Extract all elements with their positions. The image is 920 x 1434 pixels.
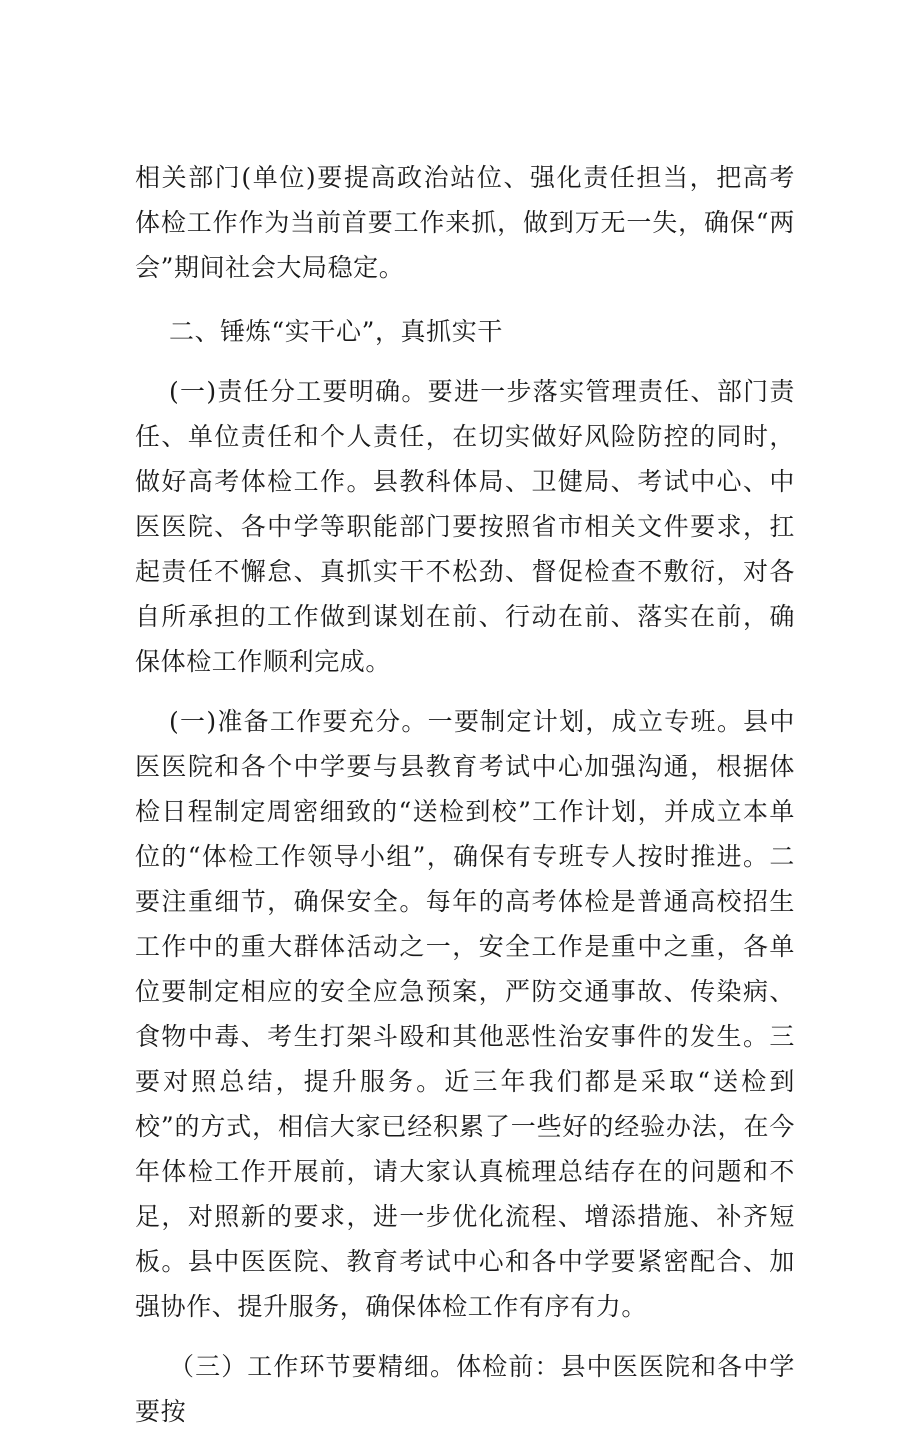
paragraph-work-steps: （三）工作环节要精细。体检前：县中医医院和各中学要按 [135,1352,795,1426]
document-body [135,155,795,1434]
paragraph-preparation: (一)准备工作要充分。一要制定计划，成立专班。县中医医院和各个中学要与县教育考试中心加强沟通，根据体检日程制定周密细致的“送检到校”工作计划，并成立本单位的“体检工作领导小组”，确保有专班专人按时推进。二要注重细节，确保安全。每年的高考体检是普通高校招生工作中的重大群体活动之一，安全工作是重中之重，各单位要制定相应的安全应急预案，严防交通事故、传染病、食物中毒、考生打架斗殴和其他恶性治安事件的发生。三要对照总结，提升服务。近三年我们都是采取“送检到校”的方式，相信大家已经积累了一些好的经验办法，在今年体检工作开展前，请大家认真梳理总结存在的问题和不足，对照新的要求，进一步优化流程、增添措施、补齐短板。县中医医院、教育考试中心和各中学要紧密配合、加强协作、提升服务，确保体检工作有序有力。 [135,707,795,1321]
paragraph-continuation: 相关部门(单位)要提高政治站位、强化责任担当，把高考体检工作作为当前首要工作来抓，做到万无一失，确保“两会”期间社会大局稳定。 [135,163,795,282]
section-heading: 二、锤炼“实干心”，真抓实干 [169,317,503,346]
paragraph-responsibility: (一)责任分工要明确。要进一步落实管理责任、部门责任、单位责任和个人责任，在切实做好风险防控的同时，做好高考体检工作。县教科体局、卫健局、考试中心、中医医院、各中学等职能部门要按照省市相关文件要求，扛起责任不懈怠、真抓实干不松劲、督促检查不敷衍，对各自所承担的工作做到谋划在前、行动在前、落实在前，确保体检工作顺利完成。 [135,377,795,676]
